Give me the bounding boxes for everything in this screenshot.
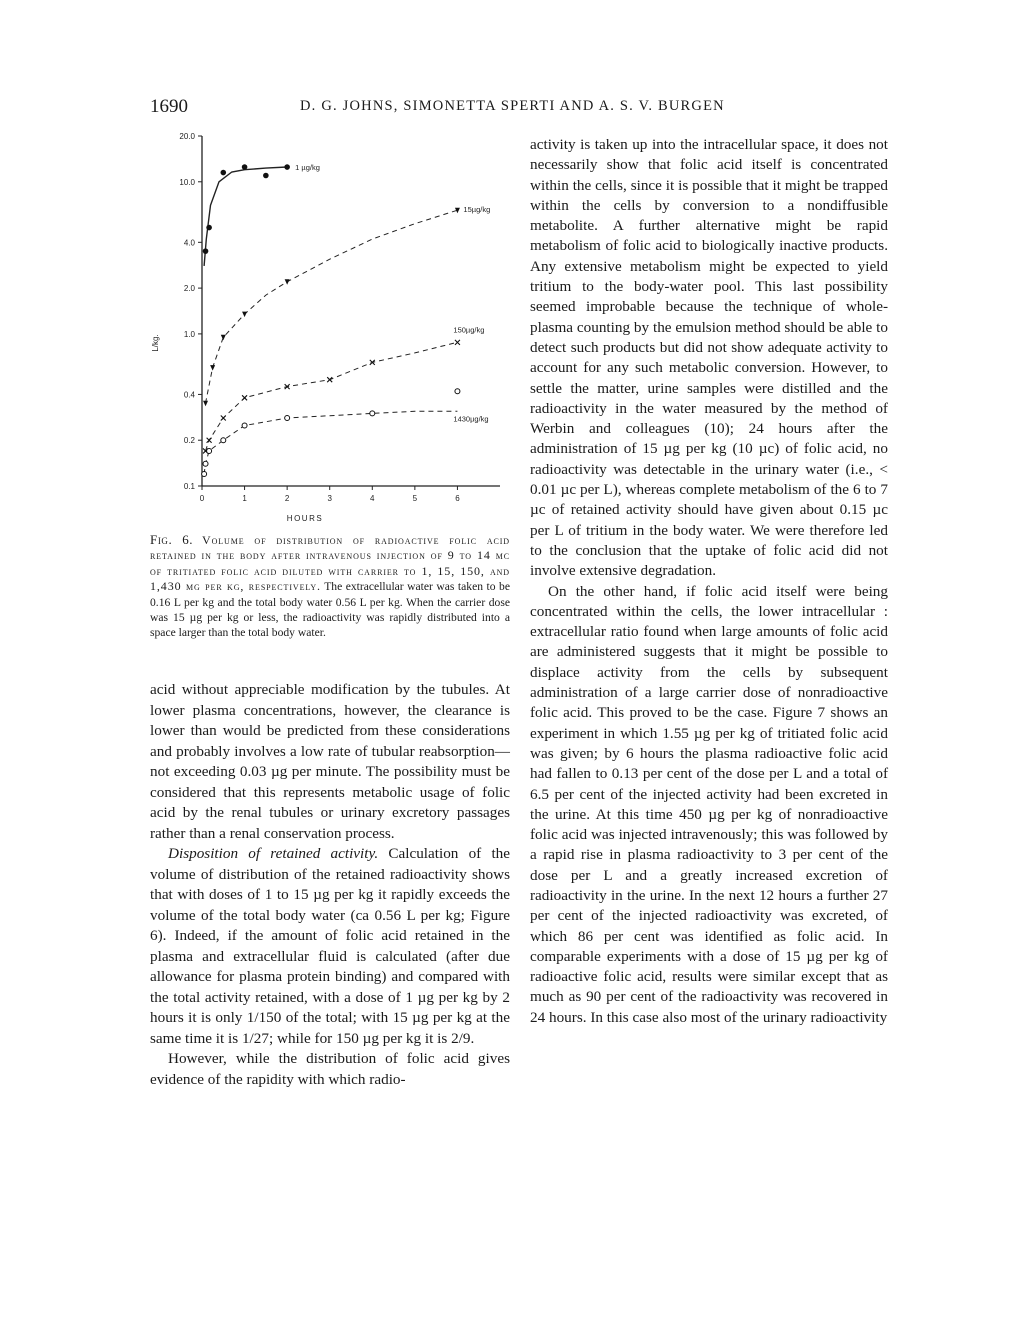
x-tick-label: 6 — [455, 494, 460, 503]
series-label: 1 µg/kg — [295, 163, 320, 173]
running-head: D. G. JOHNS, SIMONETTA SPERTI AND A. S. V. BURGEN — [300, 98, 725, 114]
series-line — [206, 210, 458, 403]
right-paragraph-2: On the other hand, if folic acid itself were being concentrated within the cells, the lower intracellular : extracellular ratio found when large amounts of folic acid are administered suggests that it might be possible to displace activity from the cells by subsequent administration of a large carrier dose of nonradioactive folic acid. This proved to be the case. Figure 7 shows an experiment in which 1.55 µg per kg of tritiated folic acid was given; by 6 hours the plasma radioactive folic acid had fallen to 0.13 per cent of the dose per L and a total of 6.5 per cent of the injected activity had been excreted in the urine. At this time 450 µg per kg of nonradioactive folic acid was injected intravenously; this was followed by a rapid rise in plasma radioactivity to 3 per cent of the dose per L and a greatly increased excretion of radioactivity in the urine. In the next 12 hours a further 27 per cent of the injected radioactivity was excreted, of which 86 per cent was identified as folic acid. In comparable experiments with a dose of 15 µg per kg of radioactive folic acid, results were similar except that as much as 90 per cent of the radioactivity was recovered in 24 hours. In this case also most of the urinary radioactivity — [530, 582, 888, 1026]
page-number: 1690 — [150, 96, 188, 117]
right-column — [530, 135, 888, 1028]
left-paragraph-2-body: Calculation of the volume of distribution of the retained radioactivity shows that with doses of 1 to 15 µg per kg it rapidly exceeds the volume of the total body water (ca 0.56 L per kg; Figure 6). Indeed, if the amount of folic acid retained in the plasma and extracellular fluid is calculated (after due allowance for plasma protein binding) and compared with the total activity retained, with a dose of 1 µg per kg by 2 hours it is only 1/150 of the total; with 15 µg per kg at the same time it is 1/27; while for 150 µg per kg it is 2/9. — [150, 845, 510, 1047]
data-point — [327, 377, 332, 382]
right-paragraph-1: activity is taken up into the intracellular space, it does not necessarily show that folic acid itself is concentrated within the cells, since it is possible that it might be trapped within the cells by conversion to a nondiffusible metabolite. A further alternative might be rapid metabolism of folic acid to biologically inactive products. Any extensive metabolism might be expected to yield tritium to the body-water pool. This last possibility seemed improbable because the technique of whole-plasma counting by the emulsion method should be able to detect such products but did not show adequate activity to account for any such metabolic conversion. However, to settle the matter, urine samples were distilled and the radioactivity in the water measured by the method of Werbin and colleagues (10); 24 hours after the administration of 15 µg per kg (10 µc) of folic acid, no radioactivity was detectable in the urinary water (i.e., < 0.01 µc per L), whereas complete metabolism of the 6 to 7 µc of retained activity should have given about 0.15 µc per L of tritium in the body water. We were therefore led to the conclusion that the uptake of folic acid did not involve extensive degradation. — [530, 136, 888, 580]
y-tick-label: 0.1 — [183, 482, 195, 491]
data-point — [203, 461, 208, 466]
series-4 — [202, 389, 489, 477]
data-point — [220, 170, 226, 176]
caption-heading: Volume of distribution of radioactive folic acid retained in the body after intravenous injection of 9 to 14 µc of tritiated folic acid diluted with carrier to 1, 15, 150, and 1,430 µg per kg, respectively. — [150, 533, 510, 594]
series-1 — [203, 163, 320, 266]
data-point — [221, 415, 226, 420]
chart-series — [202, 163, 491, 476]
data-point — [221, 335, 226, 341]
x-tick-label: 3 — [327, 494, 332, 503]
data-point — [242, 164, 248, 170]
data-point — [206, 225, 212, 231]
data-point — [203, 248, 209, 254]
data-point — [285, 279, 290, 285]
data-point — [207, 438, 212, 443]
x-tick-label: 2 — [284, 494, 290, 503]
left-paragraph-3: However, while the distribution of folic acid gives evidence of the rapidity with which radio- — [150, 1050, 510, 1088]
series-line — [204, 411, 457, 474]
x-axis-label: HOURS — [286, 514, 324, 523]
figure-6 — [140, 128, 512, 528]
caption-figure-label: Fig. 6. — [150, 532, 194, 547]
data-point — [203, 401, 208, 407]
chart-axes — [202, 136, 500, 486]
series-label: 1430µg/kg — [453, 414, 489, 424]
x-tick-label: 0 — [199, 494, 205, 503]
y-tick-label: 2.0 — [183, 284, 195, 294]
volume-distribution-chart — [140, 128, 512, 528]
y-tick-label: 10.0 — [179, 177, 195, 187]
left-paragraph-2 — [150, 844, 510, 1049]
series-label: 150µg/kg — [453, 325, 485, 335]
left-paragraph-1: acid without appreciable modification by the tubules. At lower plasma concentrations, however, the clearance is lower than would be predicted from these considerations and probably involves a low rate of tubular reabsorption—not exceeding 0.03 µg per minute. The possibility must be considered that this represents metabolic usage of folic acid by the renal tubules or urinary excretory passages rather than a renal conservation process. — [150, 681, 510, 842]
y-axis-ticks — [179, 132, 202, 491]
x-tick-label: 5 — [412, 494, 418, 503]
series-label: 15µg/kg — [463, 205, 491, 215]
data-point — [242, 312, 247, 318]
data-point — [207, 448, 212, 453]
data-point — [202, 471, 207, 476]
y-tick-label: 4.0 — [183, 238, 195, 248]
x-tick-label: 1 — [242, 494, 247, 503]
data-point — [221, 438, 226, 443]
y-tick-label: 0.2 — [183, 436, 195, 446]
data-point — [455, 340, 460, 345]
y-tick-label: 20.0 — [179, 132, 195, 141]
x-tick-label: 4 — [370, 494, 375, 503]
y-axis-label: L/kg. — [151, 334, 160, 352]
data-point — [242, 423, 247, 428]
series-3 — [203, 325, 484, 453]
x-axis-ticks — [200, 486, 460, 503]
section-heading-disposition: Disposition of retained activity. — [168, 845, 379, 862]
y-tick-label: 0.4 — [183, 390, 195, 400]
left-column — [150, 680, 510, 1090]
series-line — [204, 167, 287, 266]
y-tick-label: 1.0 — [183, 329, 195, 339]
data-point — [284, 164, 290, 170]
series-2 — [203, 205, 490, 406]
data-point — [285, 415, 290, 420]
caption-body: The extracellular water was taken to be 0.16 L per kg and the total body water 0.56 L per kg. When the carrier dose was 15 µg per kg or less, the radioactivity was rapidly distributed into a space larger than the total body water. — [150, 580, 510, 640]
data-point — [242, 395, 247, 400]
data-point — [370, 411, 375, 416]
data-point — [210, 365, 215, 371]
data-point — [455, 389, 460, 394]
figure-caption — [150, 532, 510, 641]
data-point — [263, 173, 269, 179]
